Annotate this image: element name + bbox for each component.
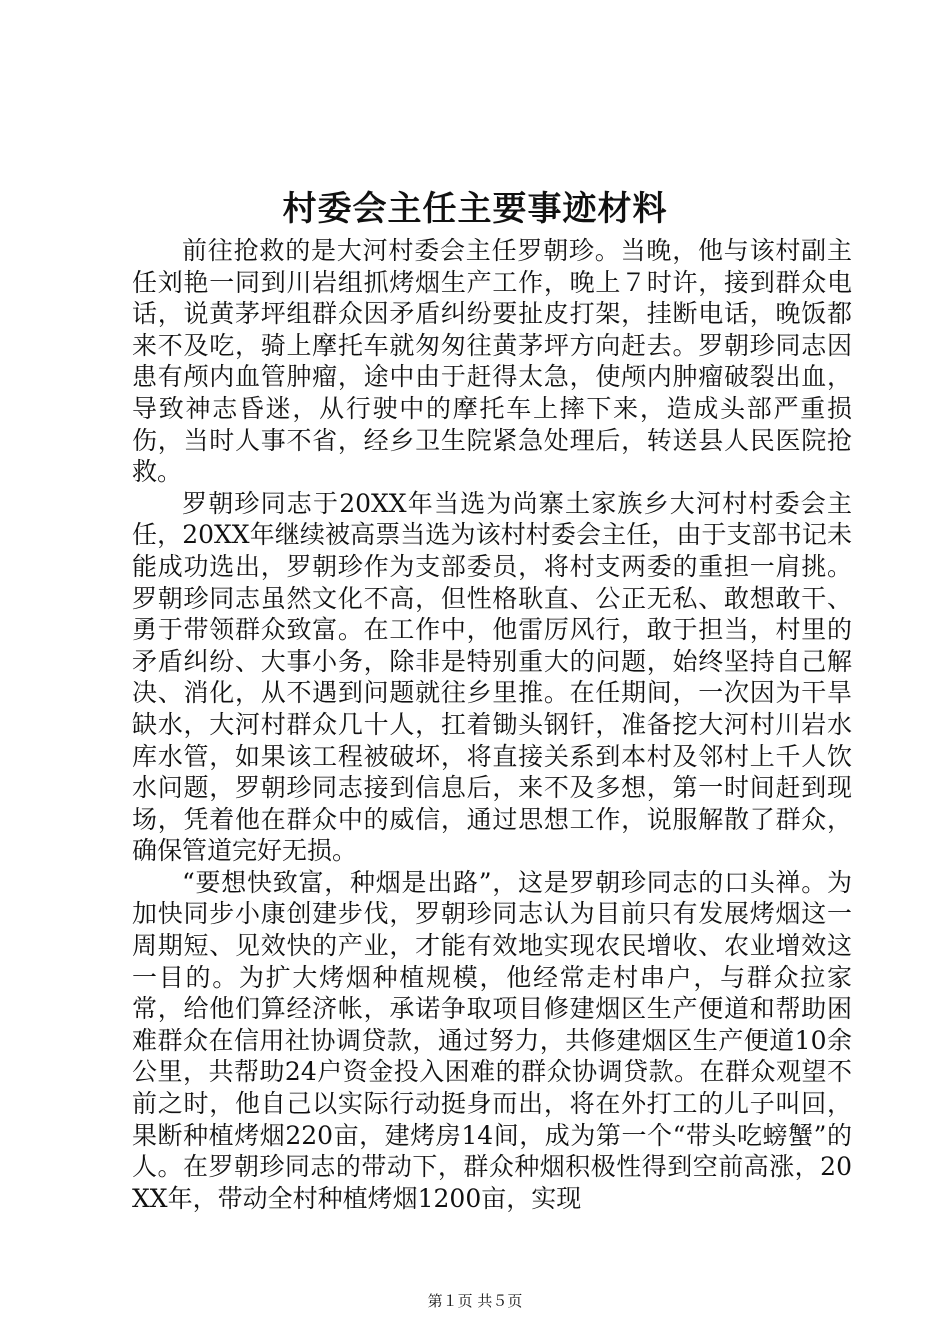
document-body (132, 235, 852, 1214)
paragraph-2: 罗朝珍同志于20XX年当选为尚寨土家族乡大河村村委会主任，20XX年继续被高票当选为该村村委会主任，由于支部书记未能成功选出，罗朝珍作为支部委员，将村支两委的重担一肩挑。罗朝珍同志虽然文化不高，但性格耿直、公正无私、敢想敢干、勇于带领群众致富。在工作中，他雷厉风行，敢于担当，村里的矛盾纠纷、大事小务，除非是特别重大的问题，始终坚持自己解决、消化，从不遇到问题就往乡里推。在任期间，一次因为干旱缺水，大河村群众几十人，扛着锄头钢钎，准备挖大河村川岩水库水管，如果该工程被破坏，将直接关系到本村及邻村上千人饮水问题，罗朝珍同志接到信息后，来不及多想，第一时间赶到现场，凭着他在群众中的威信，通过思想工作，说服解散了群众，确保管道完好无损。 (132, 488, 852, 866)
document-title: 村委会主任主要事迹材料 (282, 189, 668, 229)
paragraph-3: “要想快致富，种烟是出路”，这是罗朝珍同志的口头禅。为加快同步小康创建步伐，罗朝珍同志认为目前只有发展烤烟这一周期短、见效快的产业，才能有效地实现农民增收、农业增效这一目的。为扩大烤烟种植规模，他经常走村串户，与群众拉家常，给他们算经济帐，承诺争取项目修建烟区生产便道和帮助困难群众在信用社协调贷款，通过努力，共修建烟区生产便道10余公里，共帮助24户资金投入困难的群众协调贷款。在群众观望不前之时，他自己以实际行动挺身而出，将在外打工的儿子叫回，果断种植烤烟220亩，建烤房14间，成为第一个“带头吃螃蟹”的人。在罗朝珍同志的带动下，群众种烟积极性得到空前高涨，20XX年，带动全村种植烤烟1200亩，实现 (132, 867, 852, 1213)
page-footer: 第１页 共５页 (427, 1292, 523, 1310)
paragraph-1: 前往抢救的是大河村委会主任罗朝珍。当晚，他与该村副主任刘艳一同到川岩组抓烤烟生产工作，晚上７时许，接到群众电话，说黄茅坪组群众因矛盾纠纷要扯皮打架，挂断电话，晚饭都来不及吃，骑上摩托车就匆匆往黄茅坪方向赶去。罗朝珍同志因患有颅内血管肿瘤，途中由于赶得太急，使颅内肿瘤破裂出血，导致神志昏迷，从行驶中的摩托车上摔下来，造成头部严重损伤，当时人事不省，经乡卫生院紧急处理后，转送县人民医院抢救。 (132, 236, 852, 487)
